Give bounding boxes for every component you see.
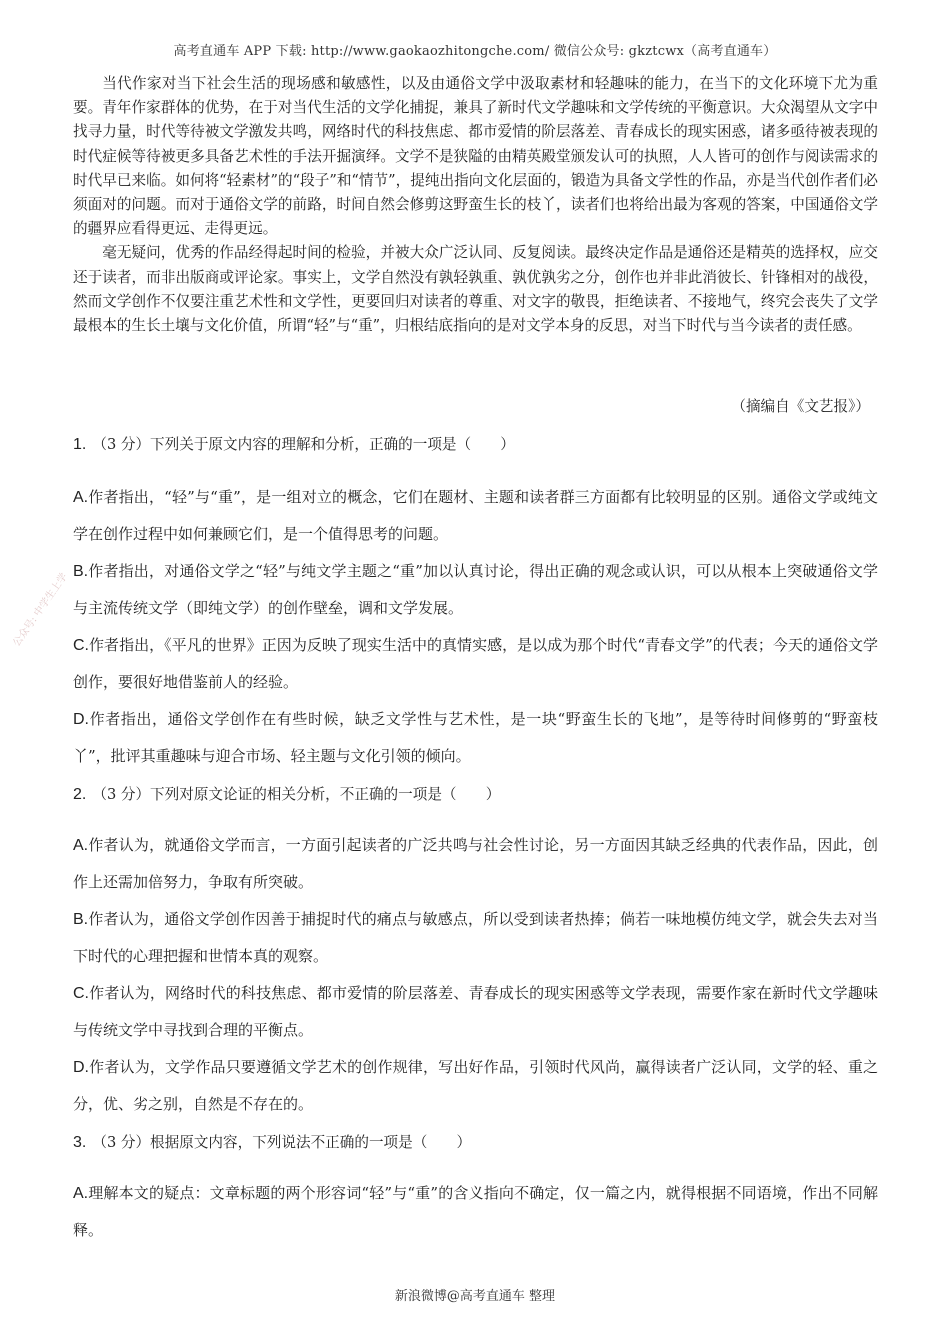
option-letter: B. <box>73 563 89 580</box>
reading-passage <box>73 72 878 338</box>
option-text: 作者指出，对通俗文学之“轻”与纯文学主题之“重”加以认真讨论，得出正确的观念或认识，可以从根本上突破通俗文学与主流传统文学（即纯文学）的创作壁垒，调和文学发展。 <box>73 562 878 617</box>
option-text: 作者认为，网络时代的科技焦虑、都市爱情的阶层落差、青春成长的现实困惑等文学表现，需要作家在新时代文学趣味与传统文学中寻找到合理的平衡点。 <box>73 984 878 1039</box>
question-1-option-a <box>73 479 878 553</box>
option-text: 作者认为，通俗文学创作因善于捕捉时代的痛点与敏感点，所以受到读者热捧；倘若一味地模仿纯文学，就会失去对当下时代的心理把握和世情本真的观察。 <box>73 910 878 965</box>
question-1-option-c <box>73 627 878 701</box>
option-letter: C. <box>73 985 89 1002</box>
question-number: 2. <box>73 786 87 803</box>
question-2-stem <box>73 783 500 804</box>
option-text: 作者指出，《平凡的世界》正因为反映了现实生活中的真情实感，是以成为那个时代“青春文学”的代表；今天的通俗文学创作，要很好地借鉴前人的经验。 <box>73 636 878 691</box>
question-2-option-d <box>73 1049 878 1123</box>
option-letter: D. <box>73 711 89 728</box>
question-1-option-d <box>73 701 878 775</box>
question-3-option-a <box>73 1175 878 1249</box>
question-text: （3 分）下列对原文论证的相关分析，不正确的一项是（ ） <box>92 786 501 803</box>
question-text: （3 分）下列关于原文内容的理解和分析，正确的一项是（ ） <box>92 436 515 453</box>
page-footer: 新浪微博@高考直通车 整理 <box>394 1289 556 1304</box>
option-letter: A. <box>73 837 89 854</box>
question-number: 3. <box>73 1134 87 1151</box>
option-text: 作者认为，就通俗文学而言，一方面引起读者的广泛共鸣与社会性讨论，另一方面因其缺乏经典的代表作品，因此，创作上还需加倍努力，争取有所突破。 <box>73 836 878 891</box>
option-letter: A. <box>73 489 89 506</box>
question-1-stem <box>73 433 515 454</box>
option-letter: C. <box>73 637 89 654</box>
option-letter: A. <box>73 1185 89 1202</box>
question-3-stem <box>73 1131 471 1152</box>
question-number: 1. <box>73 436 87 453</box>
option-letter: D. <box>73 1059 89 1076</box>
option-text: 作者认为，文学作品只要遵循文学艺术的创作规律，写出好作品，引领时代风尚，赢得读者广泛认同，文学的轻、重之分，优、劣之别，自然是不存在的。 <box>73 1058 878 1113</box>
question-2-option-c <box>73 975 878 1049</box>
passage-paragraph-1: 当代作家对当下社会生活的现场感和敏感性，以及由通俗文学中汲取素材和轻趣味的能力，在当下的文化环境下尤为重要。青年作家群体的优势，在于对当代生活的文学化捕捉，兼具了新时代文学趣味和文学传统的平衡意识。大众渴望从文字中找寻力量，时代等待被文学激发共鸣，网络时代的科技焦虑、都市爱情的阶层落差、青春成长的现实困惑，诸多亟待被表现的时代症候等待被更多具备艺术性的手法开掘演绎。文学不是狭隘的由精英殿堂颁发认可的执照，人人皆可的创作与阅读需求的时代早已来临。如何将“轻素材”的“段子”和“情节”，提纯出指向文化层面的，锻造为具备文学性的作品，亦是当代创作者们必须面对的问题。而对于通俗文学的前路，时间自然会修剪这野蛮生长的枝丫，读者们也将给出最为客观的答案，中国通俗文学的疆界应看得更远、走得更远。 <box>73 75 878 238</box>
page-header: 高考直通车 APP 下载: http://www.gaokaozhitongche.com/ 微信公众号: gkztcwx（高考直通车） <box>173 44 777 59</box>
option-letter: B. <box>73 911 89 928</box>
question-1-option-b <box>73 553 878 627</box>
watermark: 公众号: 中学生上学 <box>11 571 70 649</box>
passage-paragraph-2: 毫无疑问，优秀的作品经得起时间的检验，并被大众广泛认同、反复阅读。最终决定作品是通俗还是精英的选择权，应交还于读者，而非出版商或评论家。事实上，文学自然没有孰轻孰重、孰优孰劣之分，创作也并非此消彼长、针锋相对的战役，然而文学创作不仅要注重艺术性和文学性，更要回归对读者的尊重、对文字的敬畏，拒绝读者、不接地气，终究会丧失了文学最根本的生长土壤与文化价值，所谓“轻”与“重”，归根结底指向的是对文学本身的反思，对当下时代与当今读者的责任感。 <box>73 244 878 335</box>
option-text: 作者指出，通俗文学创作在有些时候，缺乏文学性与艺术性，是一块“野蛮生长的飞地”，是等待时间修剪的“野蛮枝丫”，批评其重趣味与迎合市场、轻主题与文化引领的倾向。 <box>73 710 878 765</box>
passage-source: （摘编自《文艺报》） <box>731 398 870 415</box>
question-2-option-b <box>73 901 878 975</box>
option-text: 作者指出，“轻”与“重”，是一组对立的概念，它们在题材、主题和读者群三方面都有比较明显的区别。通俗文学或纯文学在创作过程中如何兼顾它们，是一个值得思考的问题。 <box>73 488 878 543</box>
question-text: （3 分）根据原文内容，下列说法不正确的一项是（ ） <box>92 1134 472 1151</box>
question-2-option-a <box>73 827 878 901</box>
option-text: 理解本文的疑点：文章标题的两个形容词“轻”与“重”的含义指向不确定，仅一篇之内，就得根据不同语境，作出不同解释。 <box>73 1184 878 1239</box>
